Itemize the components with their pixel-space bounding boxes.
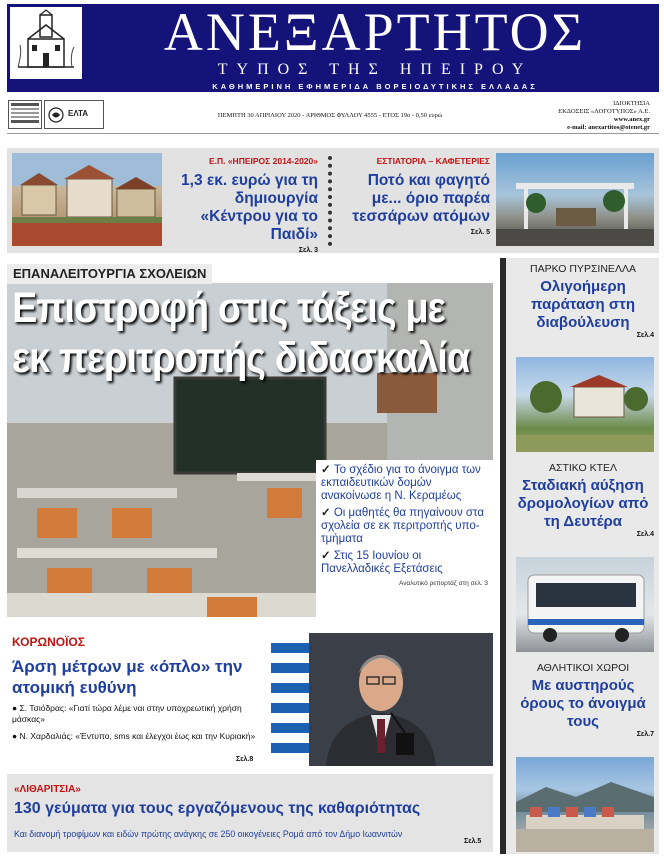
bottom-headline[interactable]: 130 γεύματα για τους εργαζόμενους της καθαριότητας: [14, 800, 421, 817]
registration-stamp: [8, 100, 42, 129]
teaser-2-headline: Ποτό και φαγητό με... όριο παρέα τεσσάρων ατόμων: [352, 172, 490, 225]
paper-subtitle: ΤΥΠΟΣ ΤΗΣ ΗΠΕΙΡΟΥ: [217, 61, 533, 78]
website-link[interactable]: www.anex.gr: [613, 116, 650, 123]
lead-page-ref: Αναλυτικό ρεπορτάζ στη σελ. 3: [399, 580, 488, 587]
right-story-1-page-ref: Σελ.4: [636, 332, 654, 339]
corona-bullet: ● Ν. Χαρδαλιάς: «Έντυπο, sms και έλεγχοι έως και την Κυριακή»: [12, 731, 256, 741]
corona-headline[interactable]: Άρση μέτρων με «όπλο» την ατομική ευθύνη: [12, 657, 243, 697]
paper-title: ΑΝΕΞΑΡΤΗΤΟΣ: [163, 2, 587, 62]
right-photo-park: [516, 357, 654, 452]
right-story-3-headline: Με αυστηρούς όρους το άνοιγμά τους: [520, 677, 646, 730]
lead-kicker: ΕΠΑΝΑΛΕΙΤΟΥΡΓΙΑ ΣΧΟΛΕΙΩΝ: [7, 264, 212, 284]
right-story-3-category: ΑΘΛΗΤΙΚΟΙ ΧΩΡΟΙ: [536, 662, 630, 674]
bullet-dot-icon: ●: [12, 703, 20, 713]
bottom-kicker: «ΛΙΘΑΡΙΤΣΙΑ»: [14, 784, 81, 795]
right-story-3-page-ref: Σελ.7: [636, 731, 654, 738]
lead-bullet: ✓ Οι μαθητές θα πηγαίνουν στα σχολεία σε εκ περιτροπής υπο-τμήματα: [321, 507, 485, 545]
teaser-divider: [328, 156, 332, 246]
church-logo: [10, 7, 82, 79]
right-story-2-category: ΑΣΤΙΚΟ ΚΤΕΛ: [548, 462, 618, 474]
corona-page-ref: Σελ.8: [236, 756, 254, 763]
lead-bullets: [316, 460, 493, 617]
teaser-2[interactable]: [338, 156, 490, 236]
right-story-1-headline: Ολιγοήμερη παράταση στη διαβούλευση: [531, 278, 635, 331]
right-story-2[interactable]: [512, 462, 654, 538]
elta-postage-stamp: [44, 100, 104, 129]
lead-headline[interactable]: [12, 283, 470, 383]
teaser-photo-houses: [12, 153, 162, 246]
bottom-page-ref: Σελ.5: [464, 838, 482, 845]
right-story-1-category: ΠΑΡΚΟ ΠΥΡΣΙΝΕΛΛΑ: [530, 263, 636, 275]
check-icon: ✓: [321, 507, 334, 519]
email-link[interactable]: e-mail: anexartitos@otenet.gr: [567, 124, 650, 131]
teaser-2-category: ΕΣΤΙΑΤΟΡΙΑ – ΚΑΦΕΤΕΡΙΕΣ: [376, 156, 490, 166]
right-story-2-headline: Σταδιακή αύξηση δρομολογίων από τη Δευτέρα: [517, 477, 649, 530]
issue-line: ΠΕΜΠΤΗ 30 ΑΠΡΙΛΙΟΥ 2020 - ΑΡΙΘΜΟΣ ΦΥΛΛΟΥ 4555 - ΕΤΟΣ 19ο - 0,50 ευρώ: [217, 112, 443, 119]
right-story-2-page-ref: Σελ.4: [636, 531, 654, 538]
teaser-2-page-ref: Σελ. 5: [470, 229, 490, 236]
owner-label: ΙΔΙΟΚΤΗΣΙΑ: [613, 100, 650, 107]
elta-icon: [48, 107, 64, 123]
teaser-1-headline: 1,3 εκ. ευρώ για τη δημιουργία «Κέντρου για το Παιδί»: [181, 172, 318, 243]
right-story-3[interactable]: [512, 662, 654, 738]
right-photo-sports: [516, 757, 654, 852]
elta-label: ΕΛΤΑ: [68, 109, 89, 118]
photo-speaker: [271, 633, 493, 766]
lead-bullet: ✓ Το σχέδιο για το άνοιγμα των εκπαιδευτικών δομών ανακοίνωσε η Ν. Κεραμέως: [321, 464, 481, 502]
check-icon: ✓: [321, 464, 334, 476]
right-photo-bus: [516, 557, 654, 652]
lead-headline-line-1: Επιστροφή στις τάξεις με: [12, 284, 445, 332]
bullet-dot-icon: ●: [12, 731, 20, 741]
corona-bullet: ● Σ. Τσιόδρας: «Γιατί τώρα λέμε ναι στην υποχρεωτική χρήση μάσκας»: [12, 703, 242, 724]
right-story-1[interactable]: [512, 263, 654, 339]
bottom-summary: Και διανομή τροφίμων και ειδών πρώτης ανάγκης σε 250 οικογένειες Ρομά από τον Δήμο Ιωαννιτών: [14, 829, 403, 839]
teaser-photo-cafe: [496, 153, 654, 246]
corona-kicker: ΚΟΡΩΝΟΪΟΣ: [12, 635, 85, 649]
teaser-1[interactable]: [166, 156, 318, 254]
lead-bullet: ✓ Στις 15 Ιουνίου οι Πανελλαδικές Εξετάσεις: [321, 550, 443, 575]
teaser-1-page-ref: Σελ. 3: [298, 247, 318, 254]
publisher-info: [490, 100, 650, 132]
owner-name: ΕΚΔΟΣΕΙΣ «ΛΟΓΟΤΥΠΟΣ» Α.Ε.: [558, 108, 650, 115]
lead-headline-line-2: εκ περιτροπής διδασκαλία: [12, 334, 470, 382]
check-icon: ✓: [321, 550, 334, 562]
teaser-1-category: Ε.Π. «ΗΠΕΙΡΟΣ 2014-2020»: [208, 156, 318, 166]
paper-tagline: ΚΑΘΗΜΕΡΙΝΗ ΕΦΗΜΕΡΙΔΑ ΒΟΡΕΙΟΔΥΤΙΚΗΣ ΕΛΛΑΔΑΣ: [212, 82, 538, 91]
